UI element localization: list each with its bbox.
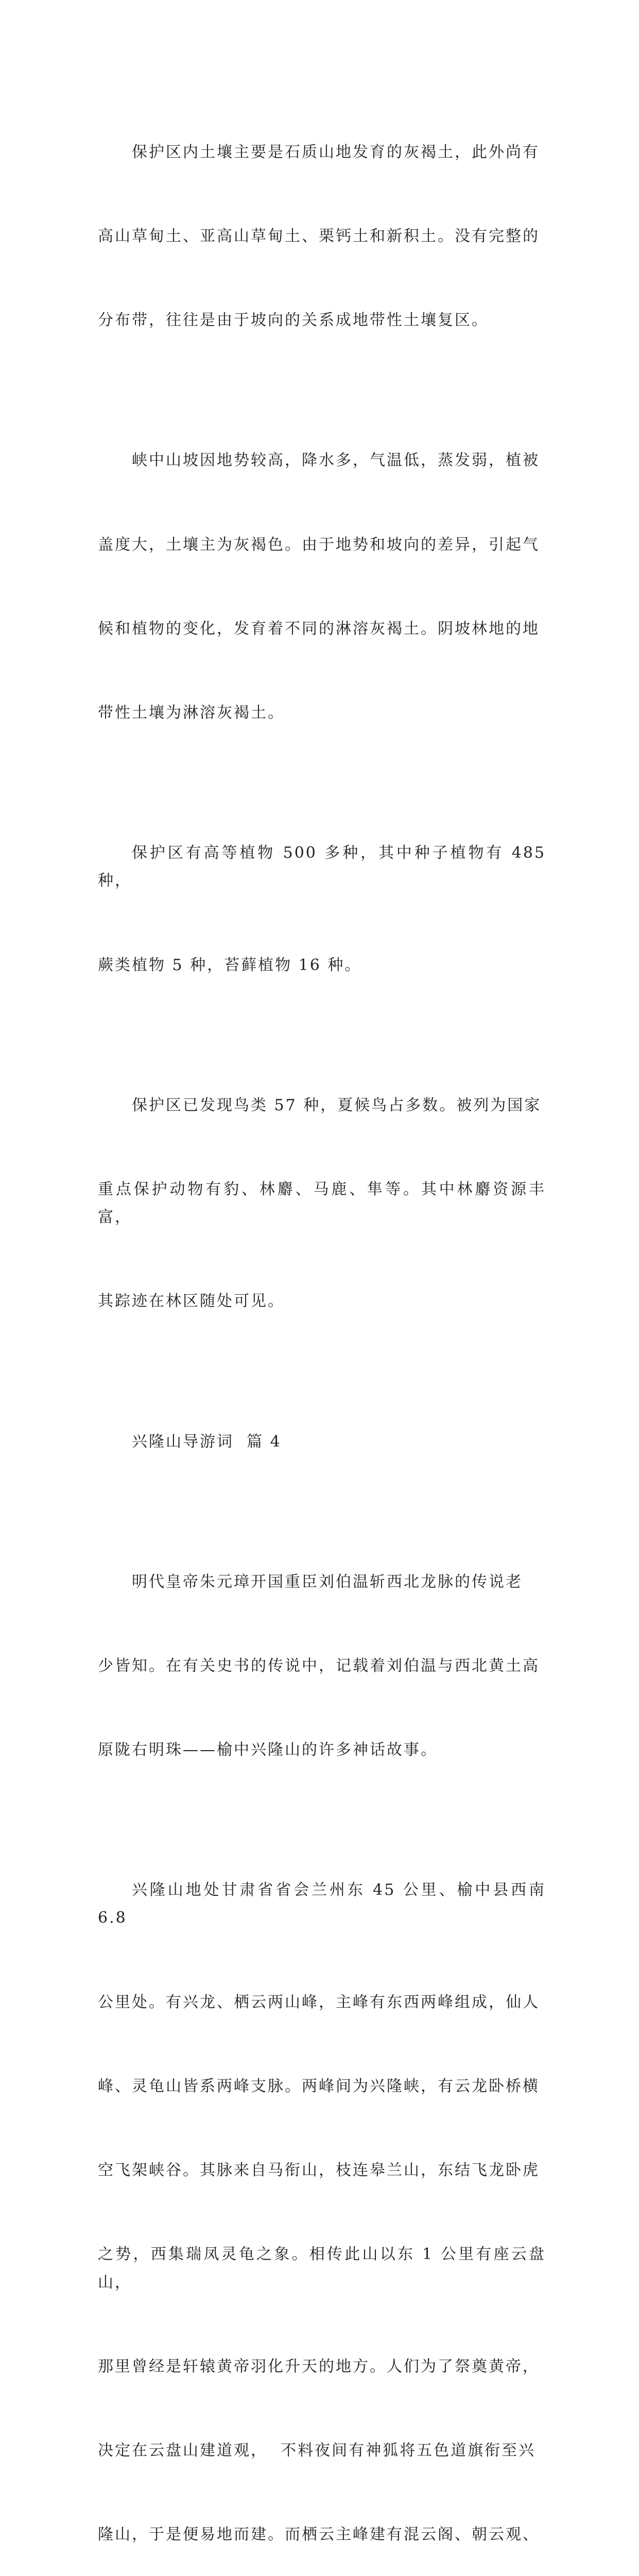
text-line: 少皆知。在有关史书的传说中，记载着刘伯温与西北黄土高 bbox=[98, 1656, 540, 1675]
text-line: 保护区已发现鸟类 57 种，夏候鸟占多数。被列为国家 bbox=[132, 1096, 542, 1114]
text-line: 明代皇帝朱元璋开国重臣刘伯温斩西北龙脉的传说老 bbox=[132, 1572, 523, 1591]
text-line: 决定在云盘山建道观， 不料夜间有神狐将五色道旗衔至兴 bbox=[98, 2442, 536, 2460]
text-line: 峡中山坡因地势较高，降水多，气温低，蒸发弱，植被 bbox=[132, 451, 540, 470]
text-line: 兴隆山地处甘肃省省会兰州东 45 公里、榆中县西南 6.8 bbox=[98, 1881, 552, 1927]
text-line: 其踪迹在林区随处可见。 bbox=[98, 1292, 285, 1311]
text-line: 那里曾经是轩辕黄帝羽化升天的地方。人们为了祭奠黄帝， bbox=[98, 2357, 540, 2376]
text-line: 峰、灵龟山皆系两峰支脉。两峰间为兴隆峡，有云龙卧桥横 bbox=[98, 2077, 540, 2095]
text-line: 之势，西集瑞凤灵龟之象。相传此山以东 1 公里有座云盘山， bbox=[98, 2245, 546, 2292]
text-line: 盖度大，土壤主为灰褐色。由于地势和坡向的差异，引起气 bbox=[98, 535, 540, 554]
paragraph-slope bbox=[98, 391, 546, 783]
document-page bbox=[98, 82, 552, 2576]
text-line: 分布带，往往是由于坡向的关系成地带性土壤复区。 bbox=[98, 311, 489, 330]
text-line: 重点保护动物有豹、林麝、马鹿、隼等。其中林麝资源丰富， bbox=[98, 1180, 546, 1227]
heading-text: 兴隆山导游词 篇 4 bbox=[132, 1432, 282, 1451]
text-line: 空飞架峡谷。其脉来自马衔山，枝连皋兰山，东结飞龙卧虎 bbox=[98, 2161, 540, 2180]
text-line: 保护区内土壤主要是石质山地发育的灰褐土，此外尚有 bbox=[132, 143, 540, 161]
paragraph-plants bbox=[98, 783, 552, 1036]
text-line: 候和植物的变化，发育着不同的淋溶灰褐土。阴坡林地的地 bbox=[98, 619, 540, 638]
text-line: 原陇右明珠——榆中兴隆山的许多神话故事。 bbox=[98, 1740, 438, 1759]
text-line: 公里处。有兴龙、栖云两山峰，主峰有东西两峰组成，仙人 bbox=[98, 1993, 540, 2011]
paragraph-soil bbox=[98, 82, 546, 391]
paragraph-legend bbox=[98, 1512, 546, 1820]
paragraph-birds bbox=[98, 1036, 546, 1372]
text-line: 带性土壤为淋溶灰褐土。 bbox=[98, 703, 285, 722]
paragraph-location bbox=[98, 1820, 552, 2576]
text-line: 高山草甸土、亚高山草甸土、栗钙土和新积土。没有完整的 bbox=[98, 227, 540, 246]
text-line: 保护区有高等植物 500 多种，其中种子植物有 485 种， bbox=[98, 843, 552, 890]
text-line: 蕨类植物 5 种，苔藓植物 16 种。 bbox=[98, 956, 362, 974]
text-line: 隆山，于是便易地而建。而栖云主峰建有混云阁、朝云观、 bbox=[98, 2526, 540, 2544]
section-heading bbox=[98, 1372, 546, 1512]
